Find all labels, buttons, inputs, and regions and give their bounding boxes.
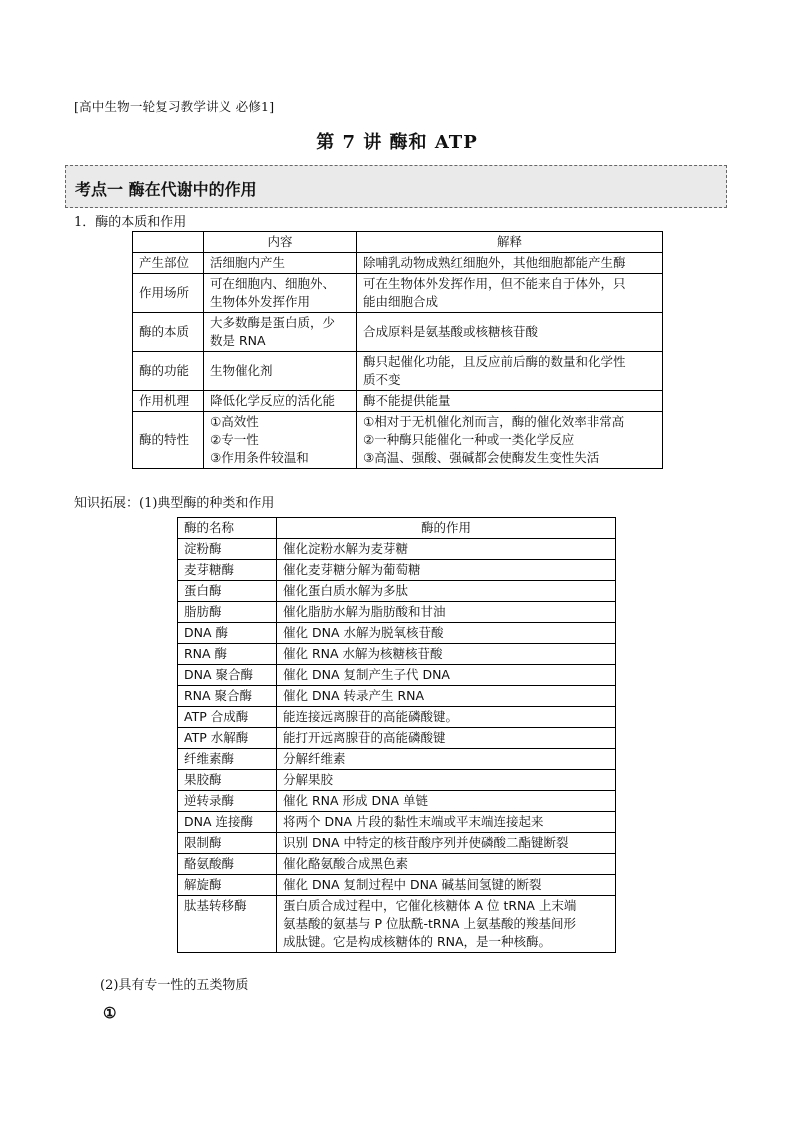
enzyme-role-cell xyxy=(277,686,616,707)
typical-enzymes-table xyxy=(177,517,616,953)
table-header-cell: 酶的名称 xyxy=(178,518,277,539)
table-row xyxy=(178,875,616,896)
explain-cell xyxy=(357,253,663,274)
cell-line: ①相对于无机催化剂而言，酶的催化效率非常高 xyxy=(363,414,625,429)
cell-line: 催化 DNA 复制产生子代 DNA xyxy=(283,667,450,682)
explain-cell xyxy=(357,391,663,412)
table-row xyxy=(178,749,616,770)
content-cell xyxy=(204,253,357,274)
row-label-cell: 酶的本质 xyxy=(133,313,204,352)
enzyme-name-cell: 肽基转移酶 xyxy=(178,896,277,953)
table-row xyxy=(178,896,616,953)
table-row xyxy=(178,854,616,875)
content-cell xyxy=(204,313,357,352)
enzyme-role-cell xyxy=(277,812,616,833)
cell-line: 能连接远离腺苷的高能磷酸键。 xyxy=(283,709,459,724)
enzyme-role-cell xyxy=(277,644,616,665)
enzyme-name-cell: 逆转录酶 xyxy=(178,791,277,812)
table-row xyxy=(178,728,616,749)
cell-line: 活细胞内产生 xyxy=(210,255,286,270)
cell-line: 成肽键。它是构成核糖体的 RNA，是一种核酶。 xyxy=(283,934,552,949)
cell-line: ③高温、强酸、强碱都会使酶发生变性失活 xyxy=(363,450,600,465)
cell-line: 氨基酸的氨基与 P 位肽酰-tRNA 上氨基酸的羧基间形 xyxy=(283,916,576,931)
table-header-row xyxy=(178,518,616,539)
cell-line: 可在生物体外发挥作用，但不能来自于体外，只 xyxy=(363,276,626,291)
cell-line: 催化淀粉水解为麦芽糖 xyxy=(283,541,409,556)
enzyme-name-cell: RNA 聚合酶 xyxy=(178,686,277,707)
row-label-cell: 作用场所 xyxy=(133,274,204,313)
enzyme-name-cell: DNA 酶 xyxy=(178,623,277,644)
cell-line: 催化 RNA 形成 DNA 单链 xyxy=(283,793,429,808)
enzyme-role-cell xyxy=(277,602,616,623)
cell-line: ②专一性 xyxy=(210,432,259,447)
enzyme-name-cell: 脂肪酶 xyxy=(178,602,277,623)
enzyme-role-cell xyxy=(277,560,616,581)
enzyme-name-cell: 酪氨酸酶 xyxy=(178,854,277,875)
table-row xyxy=(178,644,616,665)
content-cell xyxy=(204,352,357,391)
cell-line: 分解果胶 xyxy=(283,772,334,787)
subheading-enzyme-nature: 1．酶的本质和作用 xyxy=(74,215,187,230)
table-row xyxy=(178,539,616,560)
enzyme-name-cell: DNA 连接酶 xyxy=(178,812,277,833)
table-header-cell: 解释 xyxy=(357,232,663,253)
cell-line: 识别 DNA 中特定的核苷酸序列并使磷酸二酯键断裂 xyxy=(283,835,569,850)
cell-line: ②一种酶只能催化一种或一类化学反应 xyxy=(363,432,575,447)
table-header-cell: 酶的作用 xyxy=(277,518,616,539)
enzyme-name-cell: 限制酶 xyxy=(178,833,277,854)
circled-number-marker: ① xyxy=(103,1004,117,1022)
table-row xyxy=(178,833,616,854)
table-row xyxy=(133,274,663,313)
enzyme-nature-table xyxy=(132,231,663,469)
table-header-cell: 内容 xyxy=(204,232,357,253)
enzyme-role-cell xyxy=(277,581,616,602)
table-row xyxy=(178,665,616,686)
enzyme-role-cell xyxy=(277,623,616,644)
enzyme-role-cell xyxy=(277,539,616,560)
table-row xyxy=(178,812,616,833)
enzyme-role-cell xyxy=(277,707,616,728)
enzyme-name-cell: ATP 合成酶 xyxy=(178,707,277,728)
table-row xyxy=(178,770,616,791)
cell-line: 催化 DNA 水解为脱氧核苷酸 xyxy=(283,625,444,640)
enzyme-name-cell: 解旋酶 xyxy=(178,875,277,896)
enzyme-role-cell xyxy=(277,896,616,953)
subheading-typical-enzymes: 知识拓展：(1)典型酶的种类和作用 xyxy=(74,496,275,511)
cell-line: 催化 RNA 水解为核糖核苷酸 xyxy=(283,646,443,661)
header-note: [高中生物一轮复习教学讲义 必修1] xyxy=(74,99,275,114)
enzyme-name-cell: 淀粉酶 xyxy=(178,539,277,560)
cell-line: 催化蛋白质水解为多肽 xyxy=(283,583,409,598)
lecture-title: 第 7 讲 酶和 ATP xyxy=(316,132,478,153)
cell-line: 降低化学反应的活化能 xyxy=(210,393,336,408)
table-row xyxy=(178,602,616,623)
table-row xyxy=(178,791,616,812)
explain-cell xyxy=(357,352,663,391)
content-cell xyxy=(204,274,357,313)
table-row xyxy=(133,391,663,412)
enzyme-name-cell: 纤维素酶 xyxy=(178,749,277,770)
cell-line: 将两个 DNA 片段的黏性末端或平末端连接起来 xyxy=(283,814,544,829)
table-row xyxy=(133,412,663,469)
subheading-specificity: (2)具有专一性的五类物质 xyxy=(100,978,249,993)
table-header-cell xyxy=(133,232,204,253)
cell-line: 可在细胞内、细胞外、 xyxy=(210,276,336,291)
row-label-cell: 酶的功能 xyxy=(133,352,204,391)
table-row xyxy=(133,253,663,274)
enzyme-role-cell xyxy=(277,854,616,875)
section-title: 考点一 酶在代谢中的作用 xyxy=(75,180,257,199)
content-cell xyxy=(204,412,357,469)
table-row xyxy=(178,623,616,644)
table-header-row xyxy=(133,232,663,253)
cell-line: 酶只起催化功能，且反应前后酶的数量和化学性 xyxy=(363,354,626,369)
enzyme-name-cell: 麦芽糖酶 xyxy=(178,560,277,581)
cell-line: ③作用条件较温和 xyxy=(210,450,309,465)
cell-line: 合成原料是氨基酸或核糖核苷酸 xyxy=(363,324,539,339)
row-label-cell: 产生部位 xyxy=(133,253,204,274)
cell-line: 分解纤维素 xyxy=(283,751,346,766)
cell-line: 除哺乳动物成熟红细胞外，其他细胞都能产生酶 xyxy=(363,255,626,270)
cell-line: 催化 DNA 转录产生 RNA xyxy=(283,688,425,703)
cell-line: 催化 DNA 复制过程中 DNA 碱基间氢键的断裂 xyxy=(283,877,542,892)
enzyme-name-cell: RNA 酶 xyxy=(178,644,277,665)
enzyme-name-cell: 蛋白酶 xyxy=(178,581,277,602)
cell-line: 生物催化剂 xyxy=(210,363,273,378)
enzyme-name-cell: 果胶酶 xyxy=(178,770,277,791)
cell-line: 生物体外发挥作用 xyxy=(210,294,311,309)
explain-cell xyxy=(357,274,663,313)
enzyme-role-cell xyxy=(277,770,616,791)
cell-line: 酶不能提供能量 xyxy=(363,393,451,408)
table-row xyxy=(178,560,616,581)
enzyme-role-cell xyxy=(277,728,616,749)
enzyme-role-cell xyxy=(277,791,616,812)
table-row xyxy=(178,686,616,707)
cell-line: 催化脂肪水解为脂肪酸和甘油 xyxy=(283,604,446,619)
cell-line: 催化酪氨酸合成黑色素 xyxy=(283,856,409,871)
row-label-cell: 作用机理 xyxy=(133,391,204,412)
section-heading-box xyxy=(65,165,727,208)
enzyme-role-cell xyxy=(277,833,616,854)
table-row xyxy=(178,707,616,728)
enzyme-role-cell xyxy=(277,665,616,686)
row-label-cell: 酶的特性 xyxy=(133,412,204,469)
table-row xyxy=(133,313,663,352)
cell-line: 催化麦芽糖分解为葡萄糖 xyxy=(283,562,421,577)
enzyme-role-cell xyxy=(277,875,616,896)
cell-line: 能打开远离腺苷的高能磷酸键 xyxy=(283,730,446,745)
cell-line: 蛋白质合成过程中，它催化核糖体 A 位 tRNA 上末端 xyxy=(283,898,577,913)
enzyme-name-cell: DNA 聚合酶 xyxy=(178,665,277,686)
cell-line: 质不变 xyxy=(363,372,401,387)
cell-line: 数是 RNA xyxy=(210,333,266,348)
cell-line: 能由细胞合成 xyxy=(363,294,439,309)
table-row xyxy=(133,352,663,391)
table-row xyxy=(178,581,616,602)
content-cell xyxy=(204,391,357,412)
cell-line: 大多数酶是蛋白质，少 xyxy=(210,315,336,330)
explain-cell xyxy=(357,412,663,469)
enzyme-name-cell: ATP 水解酶 xyxy=(178,728,277,749)
explain-cell xyxy=(357,313,663,352)
cell-line: ①高效性 xyxy=(210,414,259,429)
enzyme-role-cell xyxy=(277,749,616,770)
